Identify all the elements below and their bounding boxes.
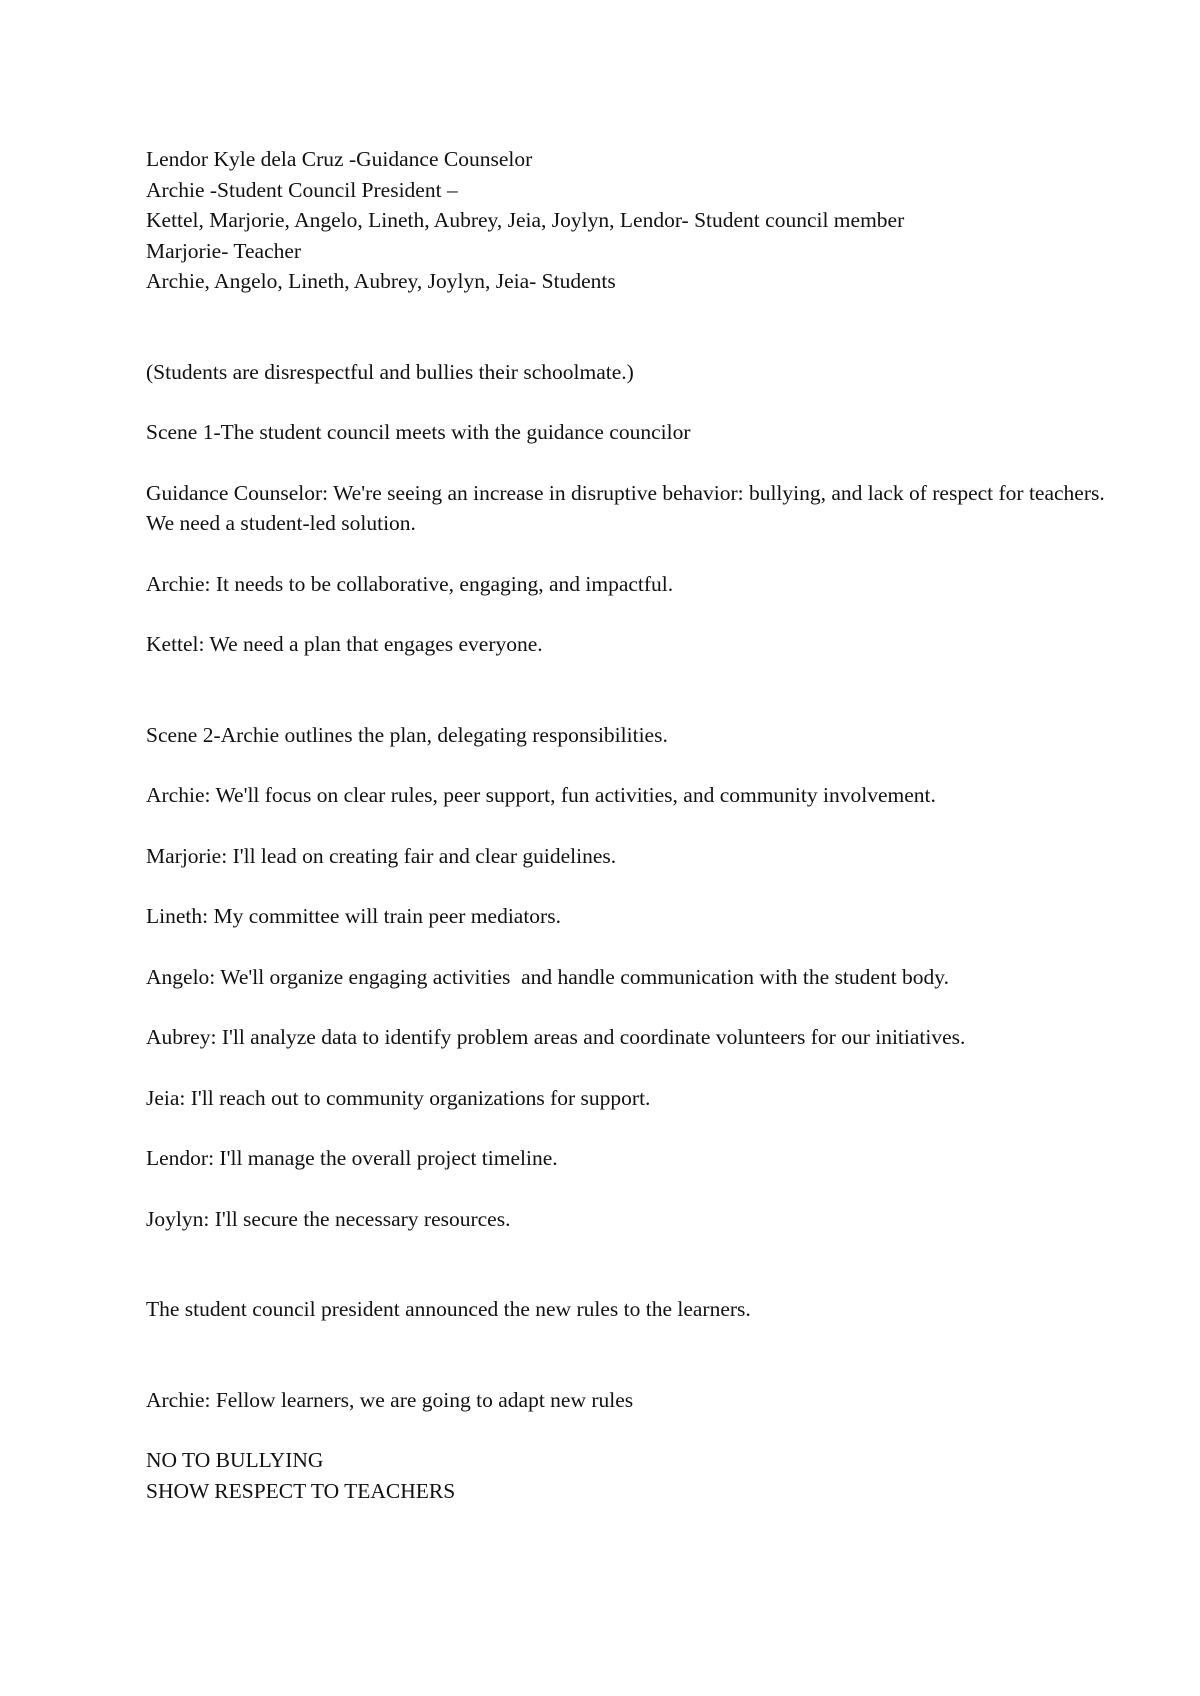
stage-direction: (Students are disrespectful and bullies their schoolmate.) <box>146 359 634 384</box>
spacer <box>146 1264 1106 1294</box>
dialogue-line: Kettel: We need a plan that engages everyone. <box>146 632 543 656</box>
cast-line: Archie -Student Council President – <box>146 177 458 202</box>
spacer <box>146 690 1106 720</box>
dialogue-line: Aubrey: I'll analyze data to identify problem areas and coordinate volunteers for our initiatives. <box>146 1025 966 1049</box>
dialogue-line: Jeia: I'll reach out to community organizations for support. <box>146 1085 651 1110</box>
cast-line: Archie, Angelo, Lineth, Aubrey, Joylyn, Jeia- Students <box>146 269 616 293</box>
dialogue-line: Angelo: We'll organize engaging activities and handle communication with the student body. <box>146 964 950 989</box>
rule-item: SHOW RESPECT TO TEACHERS <box>146 1478 456 1503</box>
dialogue-line: Lineth: My committee will train peer mediators. <box>146 904 561 928</box>
dialogue-line: Archie: We'll focus on clear rules, peer support, fun activities, and community involvement. <box>146 783 936 807</box>
cast-list <box>146 144 1106 297</box>
dialogue-line: Guidance Counselor: We're seeing an increase in disruptive behavior: bullying, and lack of respect for teachers. We need a student-led solution. <box>146 480 1110 535</box>
spacer <box>146 1355 1106 1385</box>
dialogue-line: Archie: It needs to be collaborative, engaging, and impactful. <box>146 571 674 596</box>
cast-line: Marjorie- Teacher <box>146 238 302 263</box>
cast-line: Kettel, Marjorie, Angelo, Lineth, Aubrey, Jeia, Joylyn, Lendor- Student council member <box>146 208 905 232</box>
rule-item: NO TO BULLYING <box>146 1448 324 1472</box>
scene-2-heading: Scene 2-Archie outlines the plan, delegating responsibilities. <box>146 722 668 747</box>
dialogue-line: Archie: Fellow learners, we are going to adapt new rules <box>146 1387 634 1412</box>
cast-line: Lendor Kyle dela Cruz -Guidance Counselor <box>146 147 533 171</box>
dialogue-line: Marjorie: I'll lead on creating fair and clear guidelines. <box>146 843 617 868</box>
spacer <box>146 297 1106 357</box>
announcement-line: The student council president announced the new rules to the learners. <box>146 1297 751 1321</box>
dialogue-line: Joylyn: I'll secure the necessary resources. <box>146 1206 511 1231</box>
scene-1-heading: Scene 1-The student council meets with the guidance councilor <box>146 420 691 444</box>
dialogue-line: Lendor: I'll manage the overall project timeline. <box>146 1146 558 1170</box>
rules-list <box>146 1445 1106 1506</box>
document-page <box>146 144 1110 1506</box>
